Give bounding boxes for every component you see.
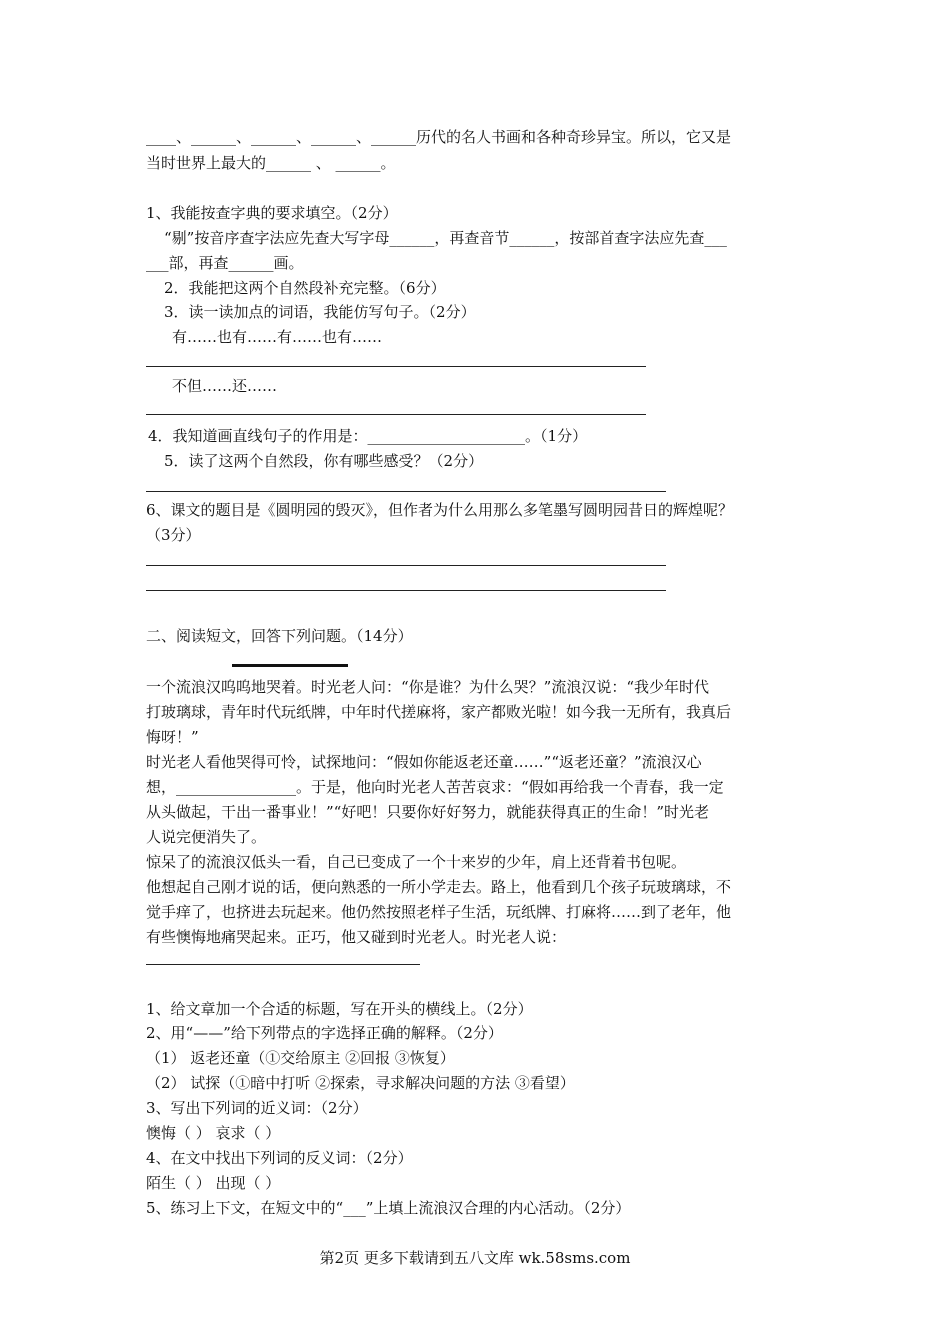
text-line: ____、______、______、______、______历代的名人书画和各种奇珍异宝。所以，它又是 [146, 128, 732, 146]
passage-line: 惊呆了的流浪汉低头一看，自己已变成了一个十来岁的少年，肩上还背着书包呢。 [146, 853, 687, 871]
question-item: 1、给文章加一个合适的标题，写在开头的横线上。（2分） [146, 1000, 533, 1018]
passage-line: 人说完便消失了。 [146, 828, 267, 846]
passage-line: 觉手痒了，也挤进去玩起来。他仍然按照老样子生活，玩纸牌、打麻将……到了老年，他 [146, 903, 732, 921]
question-item: （2） 试探（①暗中打听 ②探索，寻求解决问题的方法 ③看望） [146, 1074, 575, 1092]
question-item: 陌生（ ） 出现（ ） [146, 1174, 281, 1192]
answer-line [146, 590, 666, 591]
passage-line: 有些懊悔地痛哭起来。正巧，他又碰到时光老人。时光老人说： [146, 928, 567, 946]
question-3-pattern: 有……也有……有……也有…… [172, 328, 383, 346]
question-1-line: ___部，再查______画。 [146, 254, 304, 272]
question-2: 2．我能把这两个自然段补充完整。（6分） [164, 279, 446, 297]
question-1-line: “剔”按音序查字法应先查大写字母______，再查音节______，按部首查字法应先查___ [164, 229, 727, 247]
answer-line [146, 491, 666, 492]
question-6: 6、课文的题目是《圆明园的毁灭》，但作者为什么用那么多笔墨写圆明园昔日的辉煌呢？ [146, 501, 734, 519]
passage-line: 想，________________。于是，他向时光老人苦苦哀求：“假如再给我一个青春，我一定 [146, 778, 724, 796]
question-item: 4、在文中找出下列词的反义词：（2分） [146, 1149, 413, 1167]
passage-line: 时光老人看他哭得可怜，试探地问：“假如你能返老还童……”“返老还童？”流浪汉心 [146, 753, 702, 771]
question-item: 懊悔（ ） 哀求（ ） [146, 1124, 281, 1142]
question-6: （3分） [146, 526, 201, 544]
passage-line: 一个流浪汉呜呜地哭着。时光老人问：“你是谁？为什么哭？”流浪汉说：“我少年时代 [146, 678, 710, 696]
passage-line: 从头做起，干出一番事业！”“好吧！只要你好好努力，就能获得真正的生命！”时光老 [146, 803, 710, 821]
question-item: 3、写出下列词的近义词：（2分） [146, 1099, 368, 1117]
passage-line: 悔呀！” [146, 728, 199, 746]
page-footer: 第2页 更多下载请到五八文库 wk.58sms.com [319, 1249, 631, 1267]
question-item: 2、用“——”给下列带点的字选择正确的解释。（2分） [146, 1024, 503, 1042]
question-3-pattern: 不但……还…… [172, 377, 278, 395]
passage-line: 他想起自己刚才说的话，便向熟悉的一所小学走去。路上，他看到几个孩子玩玻璃球，不 [146, 878, 732, 896]
answer-line [146, 964, 420, 965]
question-5: 5．读了这两个自然段，你有哪些感受？（2分） [164, 452, 484, 470]
question-3: 3．读一读加点的词语，我能仿写句子。（2分） [164, 303, 476, 321]
question-1-title: 1、我能按查字典的要求填空。（2分） [146, 204, 398, 222]
title-blank-line [232, 664, 348, 667]
question-item: （1） 返老还童（①交给原主 ②回报 ③恢复） [146, 1049, 455, 1067]
answer-line [146, 414, 646, 415]
section-heading: 二、阅读短文，回答下列问题。（14分） [146, 627, 413, 645]
question-item: 5、练习上下文，在短文中的“___”上填上流浪汉合理的内心活动。（2分） [146, 1199, 631, 1217]
answer-line [146, 366, 646, 367]
passage-line: 打玻璃球，青年时代玩纸牌，中年时代搓麻将，家产都败光啦！如今我一无所有，我真后 [146, 703, 732, 721]
answer-line [146, 565, 666, 566]
question-4: 4．我知道画直线句子的作用是：_____________________。（1分） [148, 427, 588, 445]
text-line: 当时世界上最大的______ 、 ______。 [146, 154, 396, 172]
